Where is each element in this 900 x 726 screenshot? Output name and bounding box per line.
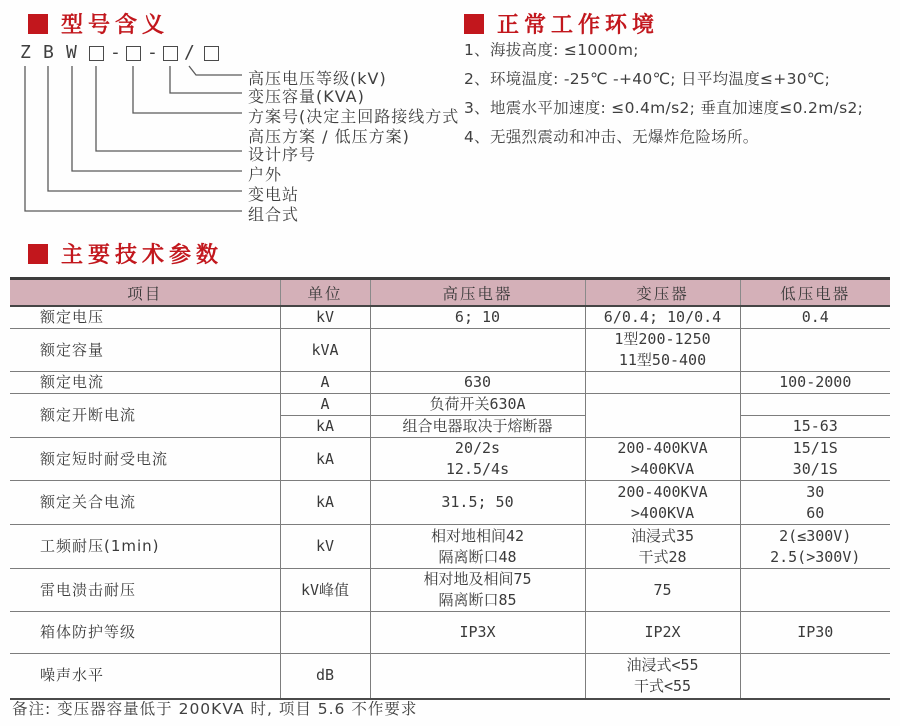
table-header-cell: 低压电器 <box>740 279 890 307</box>
cell-line: kA <box>315 493 335 511</box>
table-row <box>10 654 890 699</box>
model-placeholder-box <box>204 46 219 61</box>
cell-line: kV <box>315 537 335 555</box>
env-item: 2、环境温度: -25℃ -+40℃; 日平均温度≤+30℃; <box>464 70 831 88</box>
param-value-cell <box>370 416 585 438</box>
cell-line: 相对地相间42 <box>430 526 525 545</box>
param-value-cell <box>280 612 370 654</box>
model-char: Z <box>20 42 31 63</box>
param-name-cell <box>10 329 280 372</box>
param-name-cell <box>10 306 280 329</box>
cell-line: 组合电器取决于熔断器 <box>402 417 553 435</box>
param-value-cell <box>280 329 370 372</box>
model-label: 高压方案 / 低压方案) <box>248 127 410 146</box>
model-label: 户外 <box>248 165 283 184</box>
param-value-cell <box>280 372 370 394</box>
cell-line: 30/1S <box>792 460 838 478</box>
param-value-cell <box>370 569 585 612</box>
cell-line: 噪声水平 <box>40 666 105 685</box>
cell-line: 75 <box>653 580 672 599</box>
cell-line: 200-400KVA <box>617 439 708 457</box>
cell-line: 相对地及相间75 <box>423 570 532 588</box>
model-section-title <box>28 8 169 39</box>
param-value-cell <box>740 416 890 438</box>
param-value-cell <box>585 372 740 394</box>
table-row <box>10 306 890 329</box>
param-value-cell <box>280 438 370 481</box>
cell-line: 60 <box>806 503 825 522</box>
cell-line: 2(≤300V) <box>779 526 852 545</box>
cell-line: A <box>320 373 330 391</box>
param-name-cell <box>10 394 280 438</box>
param-value-cell <box>740 438 890 481</box>
cell-line: kV <box>315 308 335 326</box>
table-row <box>10 372 890 394</box>
cell-line: 630 <box>463 373 492 391</box>
table-header-cell: 变压器 <box>585 279 740 307</box>
param-value-cell <box>370 394 585 416</box>
cell-line: 雷电溃击耐压 <box>40 580 137 599</box>
model-char: - <box>110 42 121 63</box>
cell-line: 200-400KVA <box>617 482 708 501</box>
param-value-cell <box>740 394 890 416</box>
param-name-cell <box>10 654 280 699</box>
param-name-cell <box>10 612 280 654</box>
param-value-cell <box>370 372 585 394</box>
cell-line: 干式28 <box>638 547 687 566</box>
param-value-cell <box>740 525 890 569</box>
param-name-cell <box>10 438 280 481</box>
env-item: 1、海拔高度: ≤1000m; <box>464 41 639 59</box>
red-square-bullet-icon <box>28 14 48 34</box>
cell-line: 11型50-400 <box>618 351 707 369</box>
table-row <box>10 481 890 525</box>
param-value-cell <box>370 306 585 329</box>
cell-line: 31.5; 50 <box>441 493 514 511</box>
model-char: W <box>66 42 77 63</box>
cell-line: 100-2000 <box>779 373 852 391</box>
cell-line: 6/0.4; 10/0.4 <box>603 308 722 326</box>
table-header-cell: 项目 <box>10 279 280 307</box>
cell-line: >400KVA <box>630 503 695 522</box>
cell-line: 额定电压 <box>40 308 105 326</box>
cell-line: >400KVA <box>630 460 695 478</box>
param-value-cell <box>740 306 890 329</box>
cell-line: 箱体防护等级 <box>40 623 137 641</box>
cell-line: kVA <box>311 340 339 359</box>
param-value-cell <box>585 394 740 438</box>
model-placeholder-box <box>163 46 178 61</box>
table-row <box>10 329 890 372</box>
model-char: - <box>147 42 158 63</box>
table-header-row <box>10 279 890 307</box>
cell-line: 1型200-1250 <box>614 330 711 348</box>
model-label: 高压电压等级(kV) <box>248 69 387 88</box>
cell-line: 额定容量 <box>40 340 105 359</box>
cell-line: 油浸式35 <box>630 526 695 545</box>
param-value-cell <box>370 654 585 699</box>
cell-line: 30 <box>806 482 825 501</box>
cell-line: 20/2s <box>454 439 501 457</box>
environment-section-title <box>464 8 659 39</box>
param-value-cell <box>740 654 890 699</box>
param-value-cell <box>280 416 370 438</box>
model-placeholder-box <box>126 46 141 61</box>
cell-line: 负荷开关630A <box>429 395 526 413</box>
param-value-cell <box>280 306 370 329</box>
cell-line: 干式<55 <box>633 676 692 695</box>
footnote: 备注: 变压器容量低于 200KVA 时, 项目 5.6 不作要求 <box>12 700 418 718</box>
table-row <box>10 394 890 416</box>
model-section-title-text: 型号含义 <box>61 13 170 38</box>
cell-line: kA <box>315 417 335 435</box>
param-value-cell <box>585 438 740 481</box>
table-header-cell: 高压电器 <box>370 279 585 307</box>
model-label: 方案号(决定主回路接线方式 <box>248 107 460 126</box>
cell-line: 额定关合电流 <box>40 493 137 511</box>
cell-line: 额定短时耐受电流 <box>40 449 169 468</box>
param-value-cell <box>370 438 585 481</box>
param-value-cell <box>370 612 585 654</box>
param-name-cell <box>10 372 280 394</box>
param-value-cell <box>585 525 740 569</box>
parameters-section-title <box>28 238 223 269</box>
param-value-cell <box>585 329 740 372</box>
environment-section-title-text: 正常工作环境 <box>497 13 660 38</box>
table-header-cell: 单位 <box>280 279 370 307</box>
param-value-cell <box>280 394 370 416</box>
model-char: B <box>43 42 54 63</box>
param-value-cell <box>740 372 890 394</box>
model-label: 设计序号 <box>248 145 317 164</box>
cell-line: 15/1S <box>792 439 838 457</box>
cell-line: 油浸式<55 <box>626 655 699 674</box>
model-char: / <box>184 42 195 63</box>
param-value-cell <box>280 569 370 612</box>
cell-line: 2.5(>300V) <box>770 547 861 566</box>
env-list <box>464 36 900 152</box>
table-row <box>10 569 890 612</box>
cell-line: kA <box>315 449 335 468</box>
param-value-cell <box>585 569 740 612</box>
param-value-cell <box>370 329 585 372</box>
param-value-cell <box>585 481 740 525</box>
env-item: 4、无强烈震动和冲击、无爆炸危险场所。 <box>464 128 759 146</box>
param-value-cell <box>280 525 370 569</box>
model-label: 组合式 <box>248 205 300 224</box>
param-value-cell <box>280 481 370 525</box>
param-value-cell <box>740 612 890 654</box>
param-value-cell <box>740 481 890 525</box>
param-value-cell <box>585 612 740 654</box>
cell-line: 0.4 <box>801 308 829 326</box>
cell-line: 额定电流 <box>40 373 105 391</box>
model-placeholder-box <box>89 46 104 61</box>
table-row <box>10 612 890 654</box>
table-row <box>10 438 890 481</box>
cell-line: 工频耐压(1min) <box>40 537 160 555</box>
model-designation-diagram <box>10 38 470 238</box>
param-value-cell <box>370 525 585 569</box>
model-label: 变电站 <box>248 185 300 204</box>
cell-line: 隔离断口85 <box>438 591 517 609</box>
cell-line: IP30 <box>797 623 834 641</box>
param-value-cell <box>370 481 585 525</box>
cell-line: dB <box>315 666 335 685</box>
env-item: 3、地震水平加速度: ≤0.4m/s2; 垂直加速度≤0.2m/s2; <box>464 99 864 117</box>
param-value-cell <box>585 654 740 699</box>
cell-line: 12.5/4s <box>445 460 510 478</box>
cell-line: IP2X <box>644 623 681 641</box>
red-square-bullet-icon <box>28 244 48 264</box>
param-name-cell <box>10 525 280 569</box>
cell-line: A <box>320 395 330 413</box>
cell-line: IP3X <box>459 623 496 641</box>
cell-line: 15-63 <box>792 417 838 435</box>
param-value-cell <box>585 306 740 329</box>
params-table <box>10 277 890 700</box>
red-square-bullet-icon <box>464 14 484 34</box>
table-row <box>10 525 890 569</box>
param-value-cell <box>280 654 370 699</box>
param-name-cell <box>10 569 280 612</box>
cell-line: 额定开断电流 <box>40 406 137 424</box>
cell-line: 6; 10 <box>454 308 501 326</box>
parameters-section-title-text: 主要技术参数 <box>61 243 224 268</box>
param-name-cell <box>10 481 280 525</box>
cell-line: 隔离断口48 <box>438 547 517 566</box>
param-value-cell <box>740 569 890 612</box>
model-label: 变压容量(KVA) <box>248 87 365 106</box>
cell-line: kV峰值 <box>300 580 350 599</box>
param-value-cell <box>740 329 890 372</box>
